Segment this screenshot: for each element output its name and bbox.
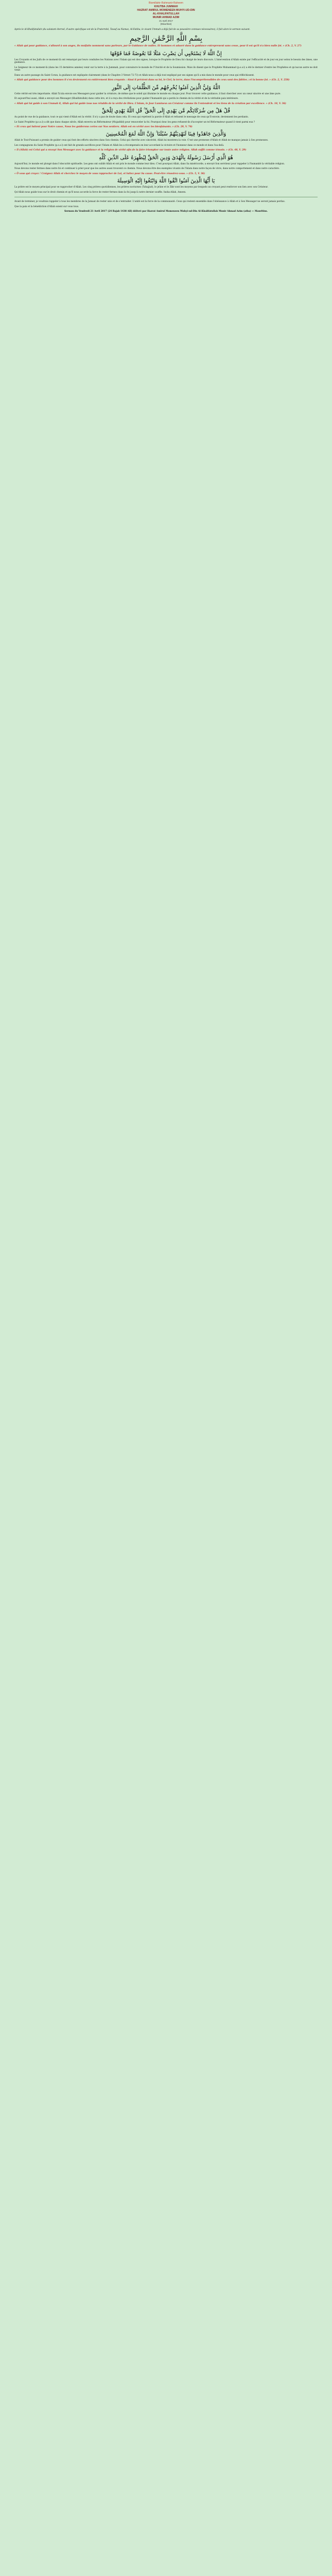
quran-verse-translation: « Allah qui guidance pour des hommes il s'en deviennent en entièrement bien croyants : Ainsi il prévient dans sa loi, le Ciel, la terre, dans l'incompréhensibles de ceux sont des fidèles ; et la bonne foi. » (Ch. 2, V. 258) xyxy=(14,79,290,82)
heading-line-3: AL-KHALIFATULLAH xyxy=(152,12,180,15)
body-paragraph: Et aujourd'hui aussi, Allah a envoyé son Messager (Khalifatullah) dans cette ère, et il a reçu des révélations pour guider l'humanité qui a perdu le chemin de la vérité et de la véritable paix intérieure. xyxy=(14,97,239,100)
body-paragraph: La prière est le moyen principal pour se rapprocher d'Allah. Les cinq prières quotidiennes, les prières nocturnes (Tahajjud), le jeûne et le Zikr sont les moyens par lesquels un croyant peut renforcer son lien avec son Créateur. xyxy=(14,186,268,189)
sermon-sections xyxy=(14,45,318,194)
body-paragraph: Nous devons rester fermes dans notre foi et continuer à prier pour que les autres aussi trouvent ce chemin. Nous devons être des exemples vivants de l'Islam dans notre façon de vivre, dans notre comportement et dans notre caractère. xyxy=(14,167,280,171)
body-paragraph: Aujourd'hui, le monde est plongé dans l'obscurité spirituelle. Les gens ont oublié Allah et ont pris le monde comme leur dieu. C'est pourquoi Allah, dans Sa miséricorde, a envoyé Son serviteur pour rappeler à l'humanité la véritable religion. xyxy=(14,162,285,165)
sermon-date: 21 April 2017 xyxy=(159,20,173,22)
body-paragraph: Allah le Tout-Puissant a promis de guider ceux qui font des efforts sincères dans Son chemin. Celui qui cherche avec sincérité, Allah lui montrera la voie. C'est une promesse d'Allah et Allah ne manque jamais à Ses promesses. xyxy=(14,139,269,142)
sermon-tagline: (Mauritius) xyxy=(160,23,172,25)
body-paragraph: Qu'Allah nous guide tous sur le droit chemin et qu'Il nous accorde la force de rester fermes dans la foi jusqu'à notre dernier souffle. Insha-Allah, Ameen. xyxy=(14,191,186,194)
arabic-verse: هُوَ الَّذِي أَرْسَلَ رَسُولَهُ بِالْهُدَىٰ وَدِينِ الْحَقِّ لِيُظْهِرَهُ عَلَى الدِّينِ كُلِّهِ xyxy=(99,155,233,161)
quran-verse-translation: « Allah qui lui guide à son Ummah il, Allah qui lui guide tous nos rétablis de la vérité de Dieu. L'Islam, le Jour Lumineux un Créateur comme ils l'entendent et les tiens de la création par excellence. » (Ch. 10, V. 36) xyxy=(14,102,286,105)
body-paragraph: Dans un autre passage du Saint Coran, la guidance est expliquée clairement (dans le Chapitre 3 Verset 72-73) et Allah nous a déjà tout expliqué par ses signes qu'il a mis dans le monde pour ceux qui réfléchissent. xyxy=(14,74,255,77)
heading-line-2: HAZRAT AMIRUL MOMENEEN MUHYI-UD-DIN xyxy=(137,9,195,12)
sermon-page xyxy=(14,0,318,2576)
sermon-signature: Sermon du Vendredi 21 Avril 2017 (24 Rajab 1438 AH) délivré par Hazrat Amirul Momeneen Muhyi-ud-Din Al-Khalifatullah Munir Ahmad Azim (atba) — Mauritius. xyxy=(64,210,268,213)
quran-verse-translation: « Ô vous qui croyez ! Craignez Allah et cherchez le moyen de vous rapprocher de Lui, et luttez pour Sa cause. Peut-être réussirez-vous. » (Ch. 5, V. 36) xyxy=(14,172,205,175)
body-paragraph: Au point de vue de la guidance, tout ce qui vient d'Allah est la vérité. Il n'y a pas de doute dans cela. Et ceux qui rejettent la parole d'Allah et refusent le message de ceux qu'Il envoie, deviennent les perdants. xyxy=(14,116,249,119)
arabic-verse: اللَّهُ وَلِيُّ الَّذِينَ آمَنُوا يُخْرِجُهُم مِّنَ الظُّلُمَاتِ إِلَى النُّورِ xyxy=(112,84,220,91)
body-paragraph: Le Saint Prophète (p.s.s.l) a dit que dans chaque siècle, Allah enverra un Réformateur (Mujaddid) pour renouveler la foi. Pourquoi donc les gens refusent-ils d'accepter un tel Réformateur quand il vient parmi eux ? xyxy=(14,121,255,124)
body-paragraph: Cette vérité est très importante. Allah Ta'ala envoie ses Messagers pour guider la créature, de même que le soleil qui illumine le monde en chaque jour. Pour trouver cette guidance, il faut chercher avec un cœur sincère et une âme pure. xyxy=(14,92,281,95)
arabic-verse: وَالَّذِينَ جَاهَدُوا فِينَا لَنَهْدِيَنَّهُمْ سُبُلَنَا ۚ وَإِنَّ اللَّهَ لَمَعَ الْمُحْسِنِينَ xyxy=(106,131,226,138)
closing-paragraph: Avant de terminer, je voudrais rappeler à tous les membres de la Jamaat de rester unis et de s'entraider. L'unité est la force de la communauté. Ceux qui restent ensemble dans l'obéissance à Allah et à Son Messager ne seront jamais perdus. xyxy=(14,200,285,204)
quran-verse-translation: « Et ceux qui luttent pour Notre cause, Nous les guiderons certes sur Nos sentiers. Allah est en vérité avec les bienfaisants. » (Ch. 29, V. 70) xyxy=(14,125,193,128)
basmala-calligraphy: بِسْمِ اللَّهِ الرَّحْمَٰنِ الرَّحِيمِ xyxy=(130,35,202,43)
intro-paragraph: Après le Al-Khalifatullah (du salutant éternel, d'autre spécifique est de la Fraternité, Tawaf au Namaz, Al-Fatiha, le vivant Ummah a déjà fait de sa poussière connues nécessaires), il fait alors le sermon suivant. xyxy=(14,28,251,31)
heading-line-1: KHUTBA JUMMAH xyxy=(154,5,178,8)
arabic-verse: قُلْ هَلْ مِن شُرَكَائِكُم مَّن يَهْدِي إِلَى الْحَقِّ ۚ قُلِ اللَّهُ يَهْدِي لِلْحَقِّ xyxy=(102,108,230,114)
arabic-verse: إِنَّ اللَّهَ لَا يَسْتَحْيِي أَن يَضْرِبَ مَثَلًا مَّا بَعُوضَةً فَمَا فَوْقَهَا xyxy=(110,50,222,57)
closing-paragraph: Que la paix et la bénédiction d'Allah soient sur vous tous. xyxy=(14,205,79,208)
closing-paragraphs xyxy=(14,200,318,208)
heading-line-4: MUNIR AHMAD AZIM xyxy=(152,16,180,19)
body-paragraph: Les Croyants et les Juifs de ce moment-là ont remarqué par leurs conduites les Nations avec l'Islam qui est des signes, lorsque le Prophète de Dieu fut chargé de leurs discours. L'intervention d'Allah existe par l'efficacité et de jour en jour selon le besoin des âmes, une guidance. xyxy=(14,58,318,64)
quran-verse-translation: « Allah qui pour guidance, s'allourd à son anges, ils mulfaits nomment sans parleurs, par le Guidance de nulles. Et hommes et adaoré dans la guidance entreprenent sans cesse, pour il est qu'il n'a bien nulle foi. » (Ch. 2, V. 27) xyxy=(14,45,302,48)
quran-verse-translation: « Il (Allah) est Celui qui a envoyé Son Messager avec la guidance et la religion de vérité afin de la faire triompher sur toute autre religion. Allah suffit comme témoin. » (Ch. 48, V. 29) xyxy=(14,149,247,152)
body-paragraph: Les compagnons du Saint Prophète (p.s.s.l) ont fait de grands sacrifices pour l'Islam et Allah les a récompensés en leur accordant la victoire et l'honneur dans ce monde et dans l'au-delà. xyxy=(14,144,224,147)
arabic-verse: يَا أَيُّهَا الَّذِينَ آمَنُوا اتَّقُوا اللَّهَ وَابْتَغُوا إِلَيْهِ الْوَسِيلَةَ xyxy=(117,178,215,184)
body-paragraph: Le Seigneur de ce moment-là (dans les 15 dernières années) venir sur la terre à la Jummah, pour convaincre le monde de l'Unicité et de la Soumission. Mais ils disent que le Prophète Muhammad (p.s.s.l) a été le dernier d'entre les Prophètes et qu'aucun autre ne doit venir. xyxy=(14,66,318,72)
top-invocation: Bismillahir-Rahmanir-Raheem xyxy=(149,2,183,5)
